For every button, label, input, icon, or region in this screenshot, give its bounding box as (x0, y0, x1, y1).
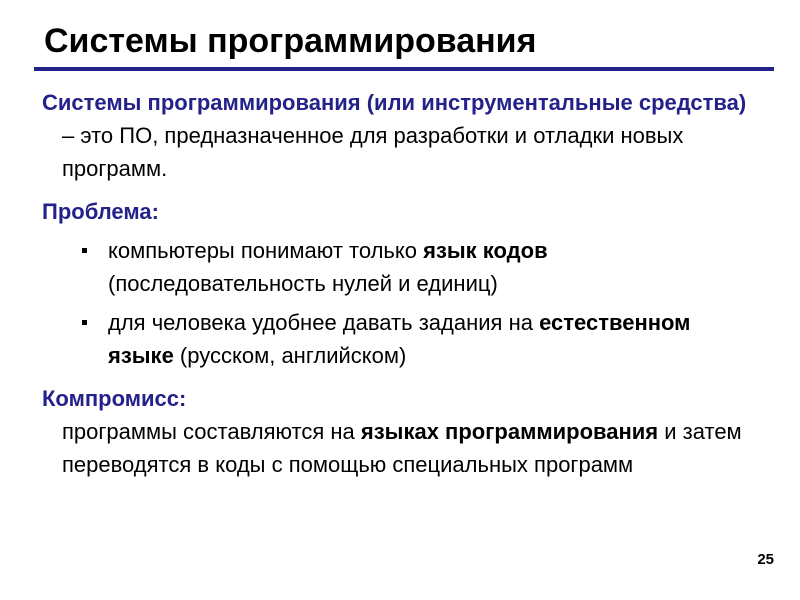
slide-title: Системы программирования (44, 22, 537, 60)
bullet-text: (русском, английском) (173, 343, 407, 368)
problem-bullet-list (42, 234, 762, 372)
bullet-emphasis: естественном языке (108, 310, 691, 368)
compromise-text: программы составляются на (62, 419, 361, 444)
bullet-text: компьютеры понимают только (108, 238, 424, 263)
bullet-text: (последовательность нулей и единиц) (108, 271, 498, 296)
title-divider (34, 67, 774, 71)
problem-heading: Проблема: (42, 199, 159, 224)
slide-content (42, 86, 762, 481)
compromise-text: и затем переводятся в коды с помощью специальных программ (62, 419, 742, 477)
bullet-text: для человека удобнее давать задания на (108, 310, 540, 335)
compromise-paragraph (42, 415, 762, 481)
bullet-emphasis: язык кодов (423, 238, 548, 263)
list-item (42, 306, 762, 372)
definition-text: – это ПО, предназначенное для разработки и отладки новых программ. (62, 123, 684, 181)
bullet-icon (82, 320, 87, 325)
bullet-icon (82, 248, 87, 253)
list-item (42, 234, 762, 300)
compromise-emphasis: языках программирования (360, 419, 659, 444)
compromise-heading: Компромисс: (42, 386, 187, 411)
definition-paragraph (42, 86, 762, 185)
definition-term: Системы программирования (или инструментальные средства) (42, 90, 747, 115)
page-number: 25 (757, 551, 774, 568)
